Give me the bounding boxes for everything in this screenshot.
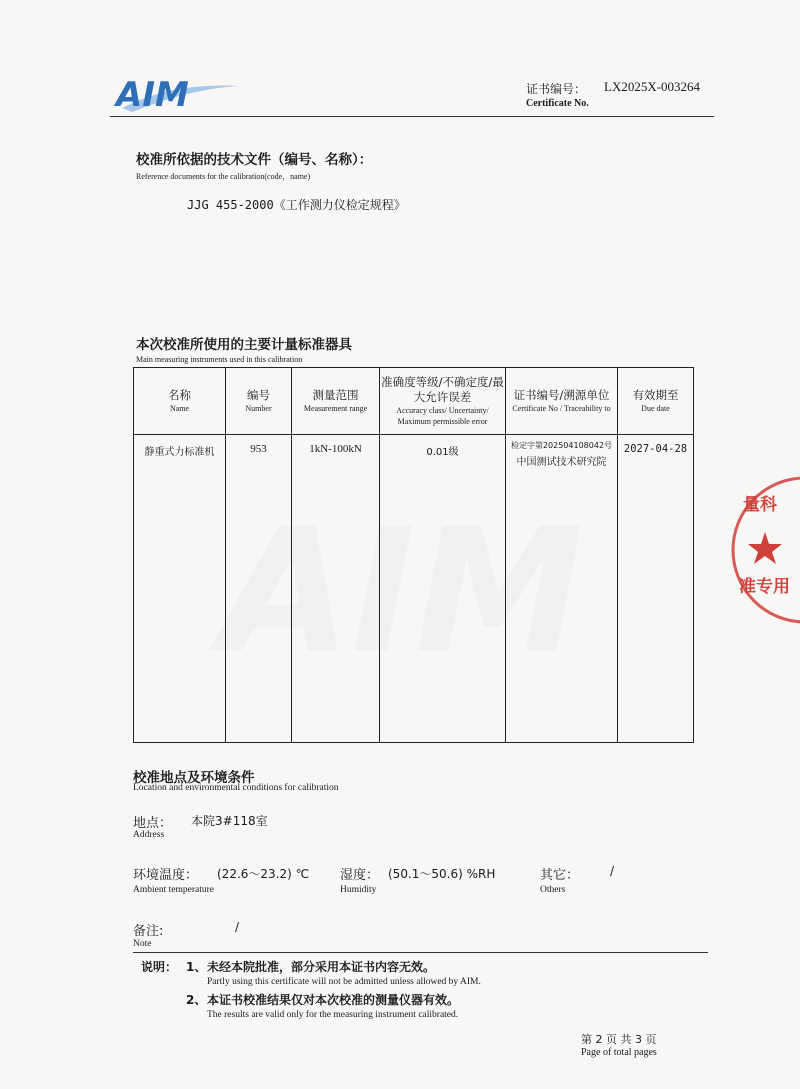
col-header-range: 测量范围 Measurement range — [292, 368, 380, 435]
cell-number: 953 — [250, 443, 267, 455]
remark-1-text-en: Partly using this certificate will not be admitted unless allowed by AIM. — [207, 977, 481, 987]
cell-name: 静重式力标准机 — [144, 447, 215, 458]
reference-title: 校准所依据的技术文件（编号、名称）： — [136, 152, 373, 168]
cell-cert-no: 检定字第202504108042号 — [510, 441, 613, 450]
col-header-due-date: 有效期至 Due date — [618, 368, 694, 435]
temperature-value: (22.6～23.2) ℃ — [217, 867, 310, 881]
remark-1-text: 未经本院批准，部分采用本证书内容无效。 — [207, 960, 436, 974]
table-header-row — [134, 368, 694, 435]
table-row — [134, 435, 694, 743]
address-label: 地点： — [133, 816, 173, 831]
others-label-en: Others — [540, 885, 566, 895]
note-label: 备注: — [133, 924, 164, 939]
cert-no-label: 证书编号： — [526, 82, 587, 96]
location-title-en: Location and environmental conditions for calibration — [133, 783, 339, 793]
note-value: / — [235, 920, 240, 934]
reference-title-en: Reference documents for the calibration(code，name) — [136, 172, 311, 181]
col-header-name: 名称 Name — [134, 368, 226, 435]
svg-text:AIM: AIM — [220, 493, 584, 690]
temperature-label-en: Ambient temperature — [133, 885, 214, 895]
cert-no-value: LX2025X-003264 — [604, 79, 701, 94]
address-value: 本院3#118室 — [191, 814, 268, 828]
cell-due-date: 2027-04-28 — [623, 443, 688, 455]
reference-document: JJG 455-2000《工作测力仪检定规程》 — [187, 198, 406, 212]
col-header-number: 编号 Number — [226, 368, 292, 435]
remarks-label: 说明： — [141, 960, 178, 974]
others-label: 其它： — [540, 868, 580, 883]
others-value: / — [610, 864, 615, 878]
humidity-label-en: Humidity — [340, 885, 377, 895]
location-title: 校准地点及环境条件 — [133, 770, 255, 786]
page-number: 第 2 页 共 3 页 — [581, 1033, 657, 1046]
header-divider — [110, 116, 714, 117]
cell-accuracy: 0.01级 — [426, 447, 459, 458]
cell-range: 1kN-100kN — [309, 443, 362, 455]
instruments-title: 本次校准所使用的主要计量标准器具 — [136, 337, 352, 353]
red-seal-stamp — [725, 470, 800, 630]
col-header-accuracy: 准确度等级/不确定度/最大允许误差 Accuracy class/ Uncertainty/ Maximum permissible error — [380, 368, 506, 435]
temperature-label: 环境温度： — [133, 868, 199, 883]
aim-logo — [112, 72, 252, 116]
remark-2-num: 2、 — [186, 993, 207, 1007]
cell-traceability: 中国测试技术研究院 — [516, 457, 607, 468]
page-number-en: Page of total pages — [581, 1047, 657, 1058]
address-label-en: Address — [133, 830, 165, 840]
humidity-value: (50.1～50.6) %RH — [388, 867, 496, 881]
svg-text:量科: 量科 — [743, 495, 777, 515]
svg-text:AIM: AIM — [116, 75, 189, 115]
remark-2-text-en: The results are valid only for the measuring instrument calibrated. — [207, 1010, 459, 1020]
note-label-en: Note — [133, 939, 152, 949]
cert-no-label-en: Certificate No. — [526, 98, 589, 109]
remark-1-num: 1、 — [186, 960, 207, 974]
instruments-table — [133, 367, 694, 743]
svg-text:准专用: 准专用 — [739, 577, 790, 597]
humidity-label: 湿度： — [340, 868, 380, 883]
col-header-certificate: 证书编号/溯源单位 Certificate No / Traceability to — [506, 368, 618, 435]
remark-2-text: 本证书校准结果仅对本次校准的测量仪器有效。 — [207, 993, 460, 1007]
remarks-divider — [133, 952, 708, 953]
instruments-title-en: Main measuring instruments used in this calibration — [136, 355, 303, 364]
